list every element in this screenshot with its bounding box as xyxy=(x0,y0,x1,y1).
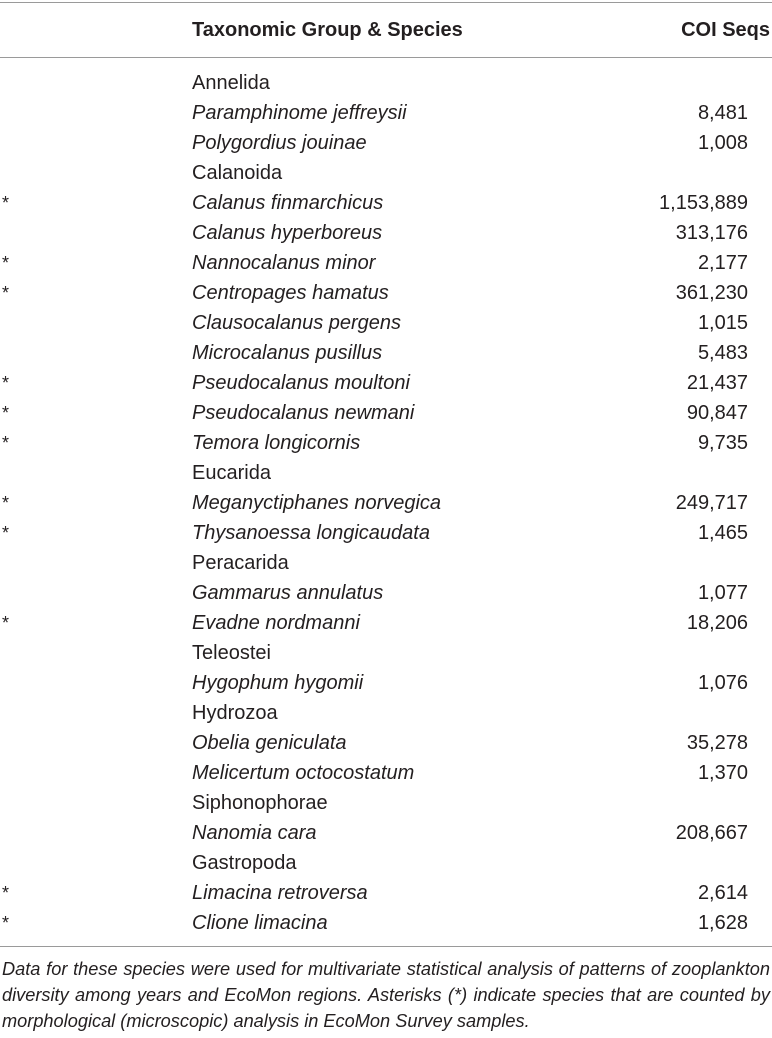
species-name: Pseudocalanus newmani xyxy=(192,402,415,424)
species-name: Pseudocalanus moultoni xyxy=(192,372,410,394)
coi-seq-count: 90,847 xyxy=(686,402,748,424)
coi-seq-count: 9,735 xyxy=(697,432,748,454)
species-name: Hygophum hygomii xyxy=(192,672,364,694)
top-rule xyxy=(0,2,772,3)
group-row xyxy=(0,698,772,728)
species-name: Calanus finmarchicus xyxy=(192,192,384,214)
species-row xyxy=(0,248,772,278)
asterisk-marker: * xyxy=(2,613,10,633)
asterisk-marker: * xyxy=(2,283,10,303)
asterisk-marker: * xyxy=(2,883,10,903)
species-row xyxy=(0,878,772,908)
coi-seq-count: 18,206 xyxy=(686,612,748,634)
coi-seq-count: 21,437 xyxy=(686,372,748,394)
species-row xyxy=(0,398,772,428)
species-name: Meganyctiphanes norvegica xyxy=(192,492,442,514)
species-row xyxy=(0,488,772,518)
species-row xyxy=(0,128,772,158)
species-row xyxy=(0,98,772,128)
species-row xyxy=(0,908,772,938)
species-name: Limacina retroversa xyxy=(192,882,368,904)
species-row xyxy=(0,818,772,848)
group-name: Hydrozoa xyxy=(192,702,278,724)
coi-seq-count: 1,153,889 xyxy=(659,192,748,214)
species-name: Obelia geniculata xyxy=(192,732,347,754)
asterisk-marker: * xyxy=(2,433,10,453)
species-row xyxy=(0,518,772,548)
coi-seq-count: 249,717 xyxy=(675,492,748,514)
asterisk-marker: * xyxy=(2,523,10,543)
species-name: Paramphinome jeffreysii xyxy=(192,102,407,124)
group-row xyxy=(0,788,772,818)
asterisk-marker: * xyxy=(2,193,10,213)
group-name: Teleostei xyxy=(192,642,271,664)
coi-seq-count: 1,008 xyxy=(697,132,748,154)
group-name: Calanoida xyxy=(192,162,283,184)
group-name: Siphonophorae xyxy=(192,792,328,814)
species-name: Temora longicornis xyxy=(192,432,361,454)
group-row xyxy=(0,68,772,98)
group-row xyxy=(0,458,772,488)
group-row xyxy=(0,548,772,578)
species-row xyxy=(0,368,772,398)
coi-seq-count: 1,370 xyxy=(697,762,748,784)
species-name: Evadne nordmanni xyxy=(192,612,360,634)
group-name: Peracarida xyxy=(192,552,289,574)
species-row xyxy=(0,728,772,758)
species-row xyxy=(0,278,772,308)
asterisk-marker: * xyxy=(2,493,10,513)
coi-seq-count: 208,667 xyxy=(675,822,748,844)
coi-seq-count: 1,015 xyxy=(697,312,748,334)
species-name: Centropages hamatus xyxy=(192,282,389,304)
species-name: Calanus hyperboreus xyxy=(192,222,383,244)
coi-seq-count: 2,177 xyxy=(697,252,748,274)
asterisk-marker: * xyxy=(2,913,10,933)
coi-seq-count: 8,481 xyxy=(697,102,748,124)
species-name: Nannocalanus minor xyxy=(192,252,376,274)
species-name: Thysanoessa longicaudata xyxy=(192,522,430,544)
column-header-coi-seqs: COI Seqs xyxy=(681,19,770,41)
column-header-species: Taxonomic Group & Species xyxy=(192,19,463,41)
species-name: Polygordius jouinae xyxy=(192,132,367,154)
species-row xyxy=(0,668,772,698)
asterisk-marker: * xyxy=(2,403,10,423)
species-name: Gammarus annulatus xyxy=(192,582,384,604)
coi-seq-count: 361,230 xyxy=(675,282,748,304)
species-row xyxy=(0,608,772,638)
group-row xyxy=(0,158,772,188)
species-row xyxy=(0,218,772,248)
group-name: Eucarida xyxy=(192,462,271,484)
species-name: Clausocalanus pergens xyxy=(192,312,402,334)
species-row xyxy=(0,188,772,218)
species-row xyxy=(0,338,772,368)
group-row xyxy=(0,848,772,878)
coi-seq-count: 313,176 xyxy=(675,222,748,244)
species-row xyxy=(0,308,772,338)
coi-seq-count: 1,076 xyxy=(697,672,748,694)
header-rule xyxy=(0,57,772,58)
species-name: Clione limacina xyxy=(192,912,328,934)
species-name: Melicertum octocostatum xyxy=(192,762,415,784)
coi-seq-count: 1,077 xyxy=(697,582,748,604)
group-name: Gastropoda xyxy=(192,852,297,874)
species-name: Nanomia cara xyxy=(192,822,317,844)
asterisk-marker: * xyxy=(2,253,10,273)
coi-seq-count: 1,628 xyxy=(697,912,748,934)
asterisk-marker: * xyxy=(2,373,10,393)
group-name: Annelida xyxy=(192,72,270,94)
coi-seq-count: 35,278 xyxy=(686,732,748,754)
species-row xyxy=(0,428,772,458)
coi-seq-count: 1,465 xyxy=(697,522,748,544)
species-name: Microcalanus pusillus xyxy=(192,342,383,364)
bottom-rule xyxy=(0,946,772,947)
coi-seq-count: 5,483 xyxy=(697,342,748,364)
table-footnote: Data for these species were used for multivariate statistical analysis of patterns of zooplankton diversity among years and EcoMon regions. Asterisks (*) indicate species that are counted by morphological (microscopic) analysis in EcoMon Survey samples. xyxy=(2,959,770,1031)
group-row xyxy=(0,638,772,668)
species-row xyxy=(0,578,772,608)
coi-seq-count: 2,614 xyxy=(697,882,748,904)
species-row xyxy=(0,758,772,788)
